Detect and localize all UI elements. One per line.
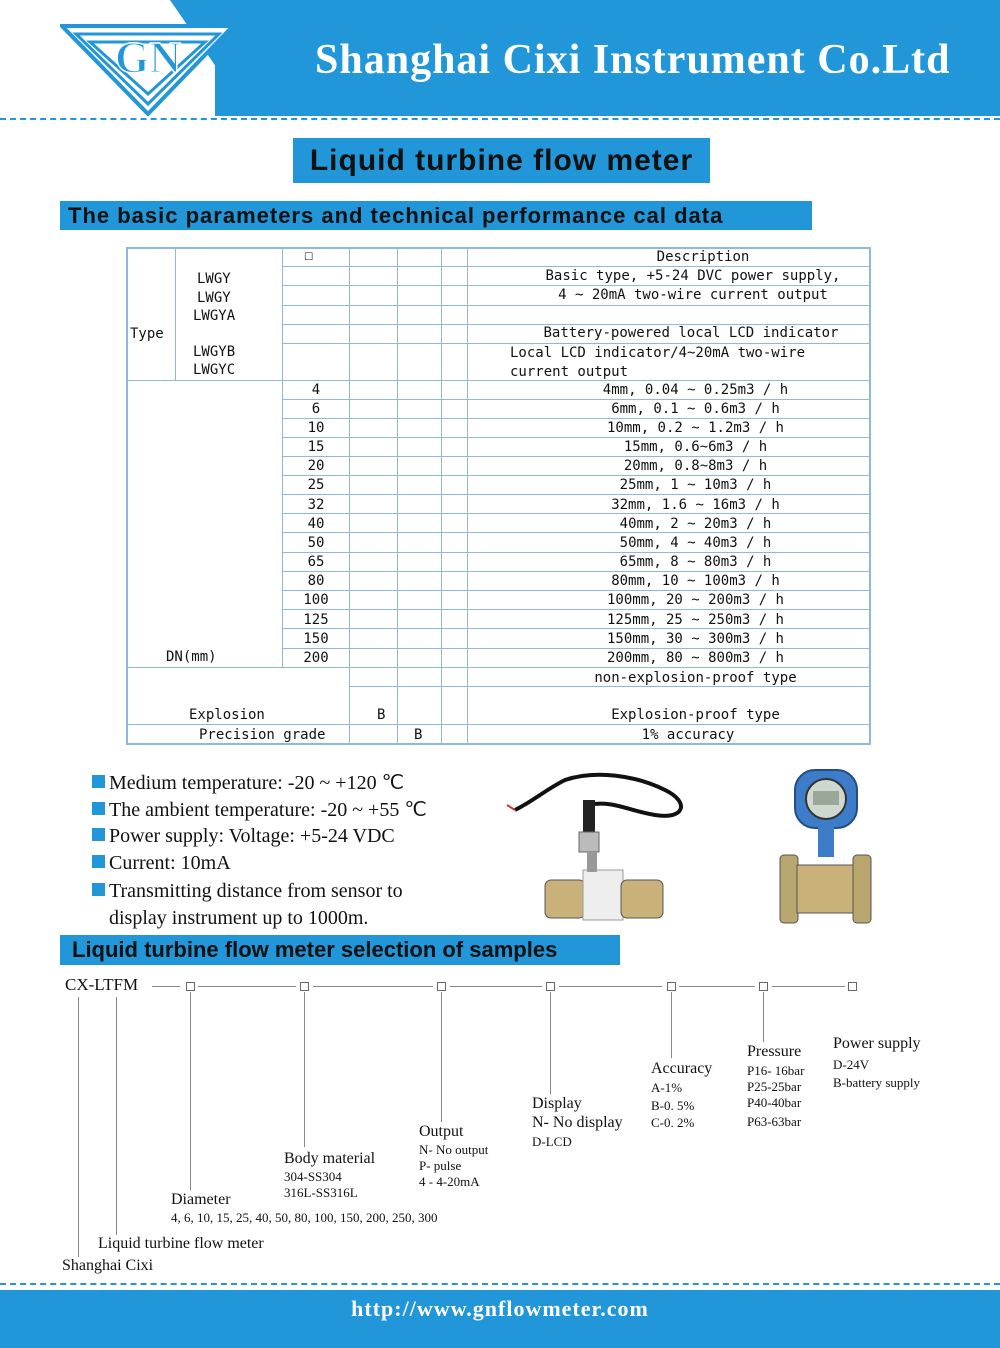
dn-range: 6mm, 0.1 ~ 0.6m3 / h bbox=[611, 401, 780, 417]
dn-range: 20mm, 0.8~8m3 / h bbox=[623, 458, 768, 474]
dn-range: 10mm, 0.2 ~ 1.2m3 / h bbox=[606, 420, 784, 436]
type-model: LWGY bbox=[197, 271, 231, 287]
power-option: D-24V bbox=[833, 1057, 870, 1072]
type-desc: Basic type, +5-24 DVC power supply, bbox=[545, 268, 841, 284]
dn-range: 150mm, 30 ~ 300m3 / h bbox=[606, 631, 784, 647]
bullet-square-icon bbox=[92, 883, 105, 896]
feature-item: Transmitting distance from sensor to bbox=[92, 880, 403, 903]
accuracy-option: A-1% bbox=[651, 1080, 683, 1095]
dn-code: 10 bbox=[307, 420, 325, 436]
output-title: Output bbox=[419, 1123, 464, 1140]
diameter-title: Diameter bbox=[171, 1191, 231, 1208]
brand-label: Shanghai Cixi bbox=[62, 1257, 154, 1274]
output-code-box bbox=[437, 982, 446, 991]
accuracy-option: B-0. 5% bbox=[651, 1098, 695, 1113]
dn-code: 25 bbox=[307, 477, 325, 493]
footer-divider bbox=[0, 1283, 1000, 1285]
dn-code: 6 bbox=[311, 401, 321, 417]
pressure-option: P25-25bar bbox=[747, 1079, 802, 1094]
dn-code: 32 bbox=[307, 497, 325, 513]
dn-code: 200 bbox=[303, 650, 329, 666]
dn-code: 125 bbox=[303, 612, 329, 628]
dn-range: 65mm, 8 ~ 80m3 / h bbox=[619, 554, 772, 570]
type-desc: Local LCD indicator/4~20mA two-wire bbox=[510, 345, 806, 361]
pressure-option: P63-63bar bbox=[747, 1114, 802, 1129]
dn-code: 20 bbox=[307, 458, 325, 474]
body-code-box bbox=[300, 982, 309, 991]
explosion-label: Explosion bbox=[189, 707, 265, 723]
diameter-code-box bbox=[186, 982, 195, 991]
logo-text: GN bbox=[115, 33, 181, 82]
desc-header: Description bbox=[656, 249, 750, 265]
type-model: LWGYB bbox=[193, 344, 236, 360]
dn-code: 100 bbox=[303, 592, 329, 608]
power-code-box bbox=[848, 982, 857, 991]
type-desc: current output bbox=[510, 364, 629, 380]
dn-range: 15mm, 0.6~6m3 / h bbox=[623, 439, 768, 455]
type-model: LWGY bbox=[197, 290, 231, 306]
dn-code: 15 bbox=[307, 439, 325, 455]
dn-range: 32mm, 1.6 ~ 16m3 / h bbox=[611, 497, 780, 513]
dn-range: 40mm, 2 ~ 20m3 / h bbox=[619, 516, 772, 532]
type-desc: Battery-powered local LCD indicator bbox=[543, 325, 839, 341]
diameter-values: 4, 6, 10, 15, 25, 40, 50, 80, 100, 150, 200, 250, 300 bbox=[171, 1210, 438, 1225]
dn-range: 80mm, 10 ~ 100m3 / h bbox=[611, 573, 780, 589]
product-label: Liquid turbine flow meter bbox=[98, 1235, 264, 1252]
dn-range: 25mm, 1 ~ 10m3 / h bbox=[619, 477, 772, 493]
dn-range: 125mm, 25 ~ 250m3 / h bbox=[606, 612, 784, 628]
feature-item: Medium temperature: -20 ~ +120 ℃ bbox=[92, 770, 404, 795]
dn-code: 150 bbox=[303, 631, 329, 647]
checkbox-symbol: ☐ bbox=[304, 246, 314, 264]
display-option: D-LCD bbox=[532, 1134, 572, 1149]
section-heading-selection: Liquid turbine flow meter selection of samples bbox=[60, 935, 620, 965]
dn-range: 4mm, 0.04 ~ 0.25m3 / h bbox=[602, 382, 789, 398]
accuracy-title: Accuracy bbox=[651, 1060, 713, 1077]
output-option: 4 - 4-20mA bbox=[419, 1174, 480, 1189]
type-model: LWGYA bbox=[193, 308, 236, 324]
display-code-box bbox=[546, 982, 555, 991]
pressure-option: P40-40bar bbox=[747, 1095, 802, 1110]
explosion-desc: Explosion-proof type bbox=[611, 707, 780, 723]
dn-code: 50 bbox=[307, 535, 325, 551]
website-link[interactable]: http://www.gnflowmeter.com bbox=[351, 1296, 649, 1321]
accuracy-option: C-0. 2% bbox=[651, 1115, 695, 1130]
accuracy-code-box bbox=[667, 982, 676, 991]
turbine-sensor-image bbox=[505, 770, 705, 925]
bullet-square-icon bbox=[92, 828, 105, 841]
power-title: Power supply bbox=[833, 1035, 921, 1052]
dn-code: 65 bbox=[307, 554, 325, 570]
dn-code: 80 bbox=[307, 573, 325, 589]
display-title: Display bbox=[532, 1095, 582, 1112]
body-option: 316L-SS316L bbox=[284, 1185, 358, 1200]
section-heading-parameters: The basic parameters and technical performance cal data bbox=[60, 201, 812, 230]
output-option: N- No output bbox=[419, 1142, 489, 1157]
pressure-title: Pressure bbox=[747, 1043, 802, 1060]
type-desc: 4 ~ 20mA two-wire current output bbox=[558, 287, 828, 303]
dn-range: 100mm, 20 ~ 200m3 / h bbox=[606, 592, 784, 608]
explosion-code: B bbox=[377, 707, 386, 723]
pressure-option: P16- 16bar bbox=[747, 1063, 805, 1078]
non-explosion-desc: non-explosion-proof type bbox=[594, 670, 797, 686]
flow-meter-image bbox=[775, 765, 875, 925]
dn-range: 50mm, 4 ~ 40m3 / h bbox=[619, 535, 772, 551]
page-title: Liquid turbine flow meter bbox=[293, 138, 710, 183]
pressure-code-box bbox=[759, 982, 768, 991]
power-option: B-battery supply bbox=[833, 1075, 921, 1090]
company-name: Shanghai Cixi Instrument Co.Ltd bbox=[315, 37, 951, 83]
bullet-square-icon bbox=[92, 775, 105, 788]
output-option: P- pulse bbox=[419, 1158, 462, 1173]
feature-item: display instrument up to 1000m. bbox=[109, 907, 369, 929]
dn-code: 4 bbox=[311, 382, 321, 398]
feature-item: The ambient temperature: -20 ~ +55 ℃ bbox=[92, 797, 427, 822]
dn-range: 200mm, 80 ~ 800m3 / h bbox=[606, 650, 784, 666]
dn-label: DN(mm) bbox=[166, 649, 217, 665]
dn-code: 40 bbox=[307, 516, 325, 532]
feature-item: Current: 10mA bbox=[92, 852, 231, 875]
precision-code: B bbox=[414, 727, 423, 743]
display-option: N- No display bbox=[532, 1114, 623, 1131]
body-title: Body material bbox=[284, 1150, 376, 1167]
precision-label: Precision grade bbox=[199, 727, 326, 743]
bullet-square-icon bbox=[92, 802, 105, 815]
bullet-square-icon bbox=[92, 855, 105, 868]
feature-item: Power supply: Voltage: +5-24 VDC bbox=[92, 825, 395, 848]
precision-desc: 1% accuracy bbox=[641, 727, 735, 743]
model-code: CX-LTFM bbox=[65, 975, 139, 994]
type-model: LWGYC bbox=[193, 362, 236, 378]
type-label: Type bbox=[130, 326, 164, 342]
body-option: 304-SS304 bbox=[284, 1169, 342, 1184]
